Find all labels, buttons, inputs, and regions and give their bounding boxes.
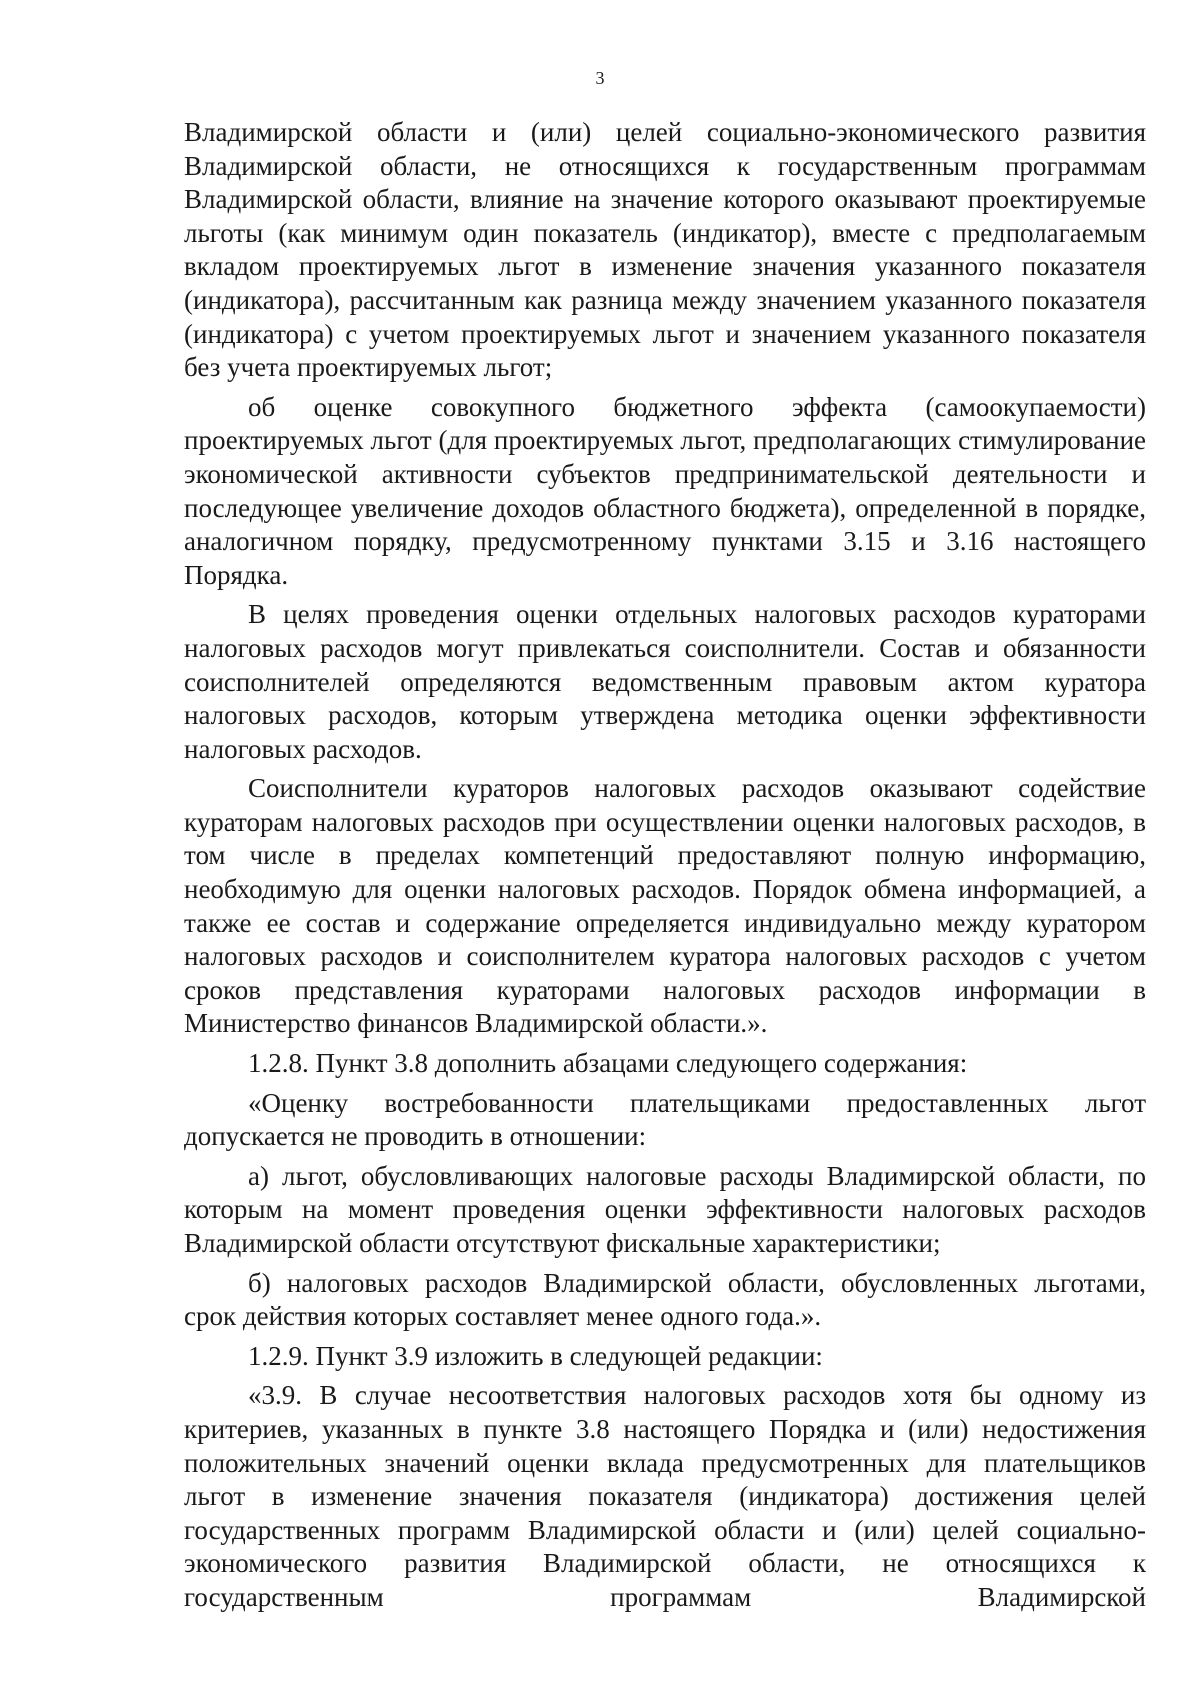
- paragraph-continuation: Владимирской области и (или) целей социально-экономического развития Владимирской области, не относящихся к государственным программам Владимирской области, влияние на значение которого оказывают проектируемые льготы (как минимум один показатель (индикатор), вместе с предполагаемым вкладом проектируемых льгот в изменение значения указанного показателя (индикатора), рассчитанным как разница между значением указанного показателя (индикатора) с учетом проектируемых льгот и значением указанного показателя без учета проектируемых льгот;: [184, 117, 1146, 383]
- page-number: 3: [595, 68, 605, 88]
- paragraph-item-1-2-9: 1.2.9. Пункт 3.9 изложить в следующей редакции:: [248, 1340, 823, 1371]
- paragraph-item-1-2-8: 1.2.8. Пункт 3.8 дополнить абзацами следующего содержания:: [248, 1048, 968, 1079]
- document-body: [184, 116, 1146, 1615]
- paragraph-budget-effect: об оценке совокупного бюджетного эффекта (самоокупаемости) проектируемых льгот (для проектируемых льгот, предполагающих стимулирование экономической активности субъектов предпринимательской деятельности и последующее увеличение доходов областного бюджета), определенной в порядке, аналогичном порядку, предусмотренному пунктами 3.15 и 3.16 настоящего Порядка.: [184, 391, 1146, 590]
- paragraph-clause-b: б) налоговых расходов Владимирской области, обусловленных льготами, срок действия которых составляет менее одного года.».: [184, 1267, 1146, 1332]
- paragraph-co-executors: В целях проведения оценки отдельных налоговых расходов кураторами налоговых расходов могут привлекаться соисполнители. Состав и обязанности соисполнителей определяются ведомственным правовым актом куратора налоговых расходов, которым утверждена методика оценки эффективности налоговых расходов.: [184, 599, 1146, 764]
- paragraph-clause-a: а) льгот, обусловливающих налоговые расходы Владимирской области, по которым на момент проведения оценки эффективности налоговых расходов Владимирской области отсутствуют фискальные характеристики;: [184, 1160, 1146, 1258]
- paragraph-assistance: Соисполнители кураторов налоговых расходов оказывают содействие кураторам налоговых расходов при осуществлении оценки налоговых расходов, в том числе в пределах компетенций предоставляют полную информацию, необходимую для оценки налоговых расходов. Порядок обмена информацией, а также ее состав и содержание определяется индивидуально между куратором налоговых расходов и соисполнителем куратора налоговых расходов с учетом сроков представления кураторами налоговых расходов информации в Министерство финансов Владимирской области.».: [184, 773, 1146, 1039]
- paragraph-clause-3-9: «3.9. В случае несоответствия налоговых расходов хотя бы одному из критериев, указанных в пункте 3.8 настоящего Порядка и (или) недостижения положительных значений оценки вклада предусмотренных для плательщиков льгот в изменение значения показателя (индикатора) достижения целей государственных программ Владимирской области и (или) целей социально-экономического развития Владимирской области, не относящихся к государственным программам Владимирской: [184, 1380, 1146, 1612]
- paragraph-demand-assessment: «Оценку востребованности плательщиками предоставленных льгот допускается не проводить в отношении:: [184, 1087, 1146, 1152]
